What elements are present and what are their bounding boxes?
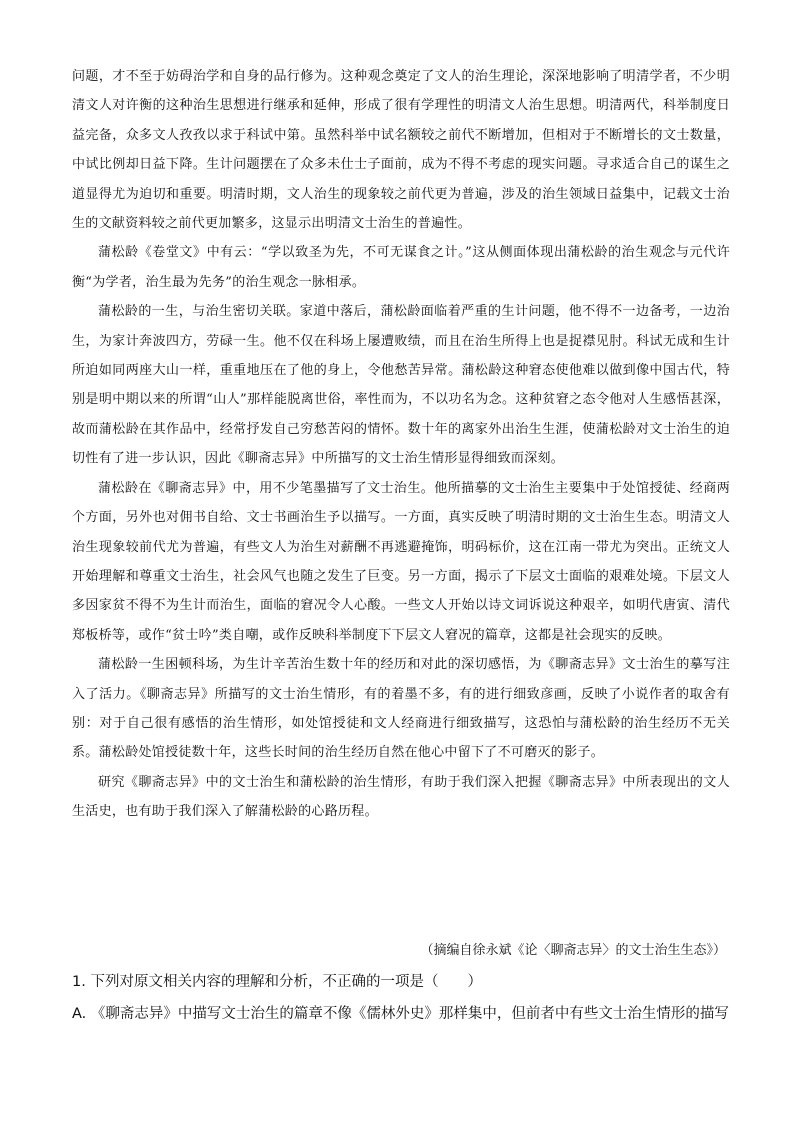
question-option-a: A. 《聊斋志异》中描写文士治生的篇章不像《儒林外史》那样集中，但前者中有些文士治生情形的描写: [72, 1006, 729, 1022]
question-stem: 1. 下列对原文相关内容的理解和分析，不正确的一项是（ ）: [72, 974, 482, 990]
passage-paragraph-5: 蒲松龄一生困顿科场，为生计辛苦治生数十年的经历和对此的深切感悟，为《聊斋志异》文士治生的摹写注入了活力。《聊斋志异》所描写的文士治生情形，有的着墨不多，有的进行细致彦画，反映了小说作者的取舍有别：对于自己很有感悟的治生情形，如处馆授徒和文人经商进行细致描写，这恐怕与蒲松龄的治生经历不无关系。蒲松龄处馆授徒数十年，这些长时间的治生经历自然在他心中留下了不可磨灭的影子。: [72, 657, 730, 761]
passage-paragraph-2: 蒲松龄《卷堂文》中有云：“学以致圣为先，不可无谋食之计。”这从侧面体现出蒲松龄的治生观念与元代许衡“为学者，治生最为先务”的治生观念一脉相承。: [72, 245, 730, 290]
passage-paragraph-6: 研究《聊斋志异》中的文士治生和蒲松龄的治生情形，有助于我们深入把握《聊斋志异》中所表现出的文人生活史，也有助于我们深入了解蒲松龄的心路历程。: [72, 774, 730, 820]
passage-source: （摘编自徐永斌《论〈聊斋志异〉的文士治生生态》）: [420, 943, 726, 958]
passage-paragraph-3: 蒲松龄的一生，与治生密切关联。家道中落后，蒲松龄面临着严重的生计问题，他不得不一边备考，一边治生，为家计奔波四方，劳碌一生。他不仅在科场上屡遭败绩，而且在治生所得上也是捉襟见肘。科试无成和生计所迫如同两座大山一样，重重地压在了他的身上，令他愁苦异常。蒲松龄这种窘态使他难以做到像中国古代，特别是明中期以来的所谓“山人”那样能脱离世俗，率性而为，不以功名为念。这种贫窘之态令他对人生感悟甚深，故而蒲松龄在其作品中，经常抒发自己穷愁苦闷的情怀。数十年的离家外出治生生涯，使蒲松龄对文士治生的迫切性有了进一步认识，因此《聊斋志异》中所描写的文士治生情形显得细致而深刻。: [72, 304, 730, 467]
passage-body: [72, 62, 730, 827]
passage-paragraph-4: 蒲松龄在《聊斋志异》中，用不少笔墨描写了文士治生。他所描摹的文士治生主要集中于处馆授徒、经商两个方面，另外也对佣书自给、文士书画治生予以描写。一方面，真实反映了明清时期的文士治生生态。明清文人治生现象较前代尤为普遍，有些文人为治生对薪酬不再逃避掩饰，明码标价，这在江南一带尤为突出。正统文人开始理解和尊重文士治生，社会风气也随之发生了巨变。另一方面，揭示了下层文士面临的艰难处境。下层文人多因家贫不得不为生计而治生，面临的窘况令人心酸。一些文人开始以诗文词诉说这种艰辛，如明代唐寅、清代郑板桥等，或作“贫士吟”类自嘲，或作反映科举制度下下层文人窘况的篇章，这都是社会现实的反映。: [72, 480, 730, 643]
passage-paragraph-1: 问题，才不至于妨碍治学和自身的品行修为。这种观念奠定了文人的治生理论，深深地影响了明清学者，不少明清文人对许衡的这种治生思想进行继承和延伸，形成了很有学理性的明清文人治生思想。明清两代，科举制度日益完备，众多文人孜孜以求于科试中第。虽然科举中试名额较之前代不断增加，但相对于不断增长的文士数量，中试比例却日益下降。生计问题摆在了众多未仕士子面前，成为不得不考虑的现实问题。寻求适合自己的谋生之道显得尤为迫切和重要。明清时期，文人治生的现象较之前代更为普遍，涉及的治生领域日益集中，记载文士治生的文献资料较之前代更加繁多，这显示出明清文士治生的普遍性。: [72, 69, 730, 232]
